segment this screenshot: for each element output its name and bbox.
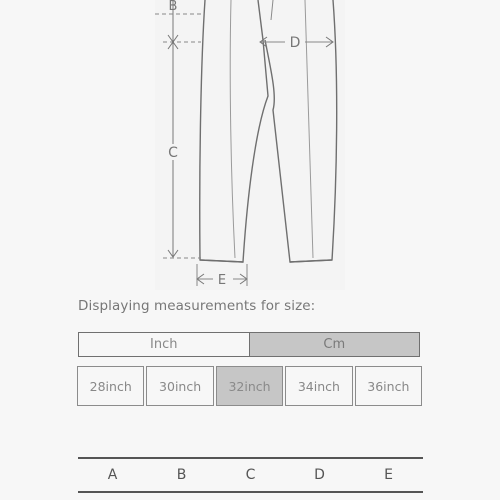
pants-sketch [155,0,345,290]
column-b: B [176,467,187,483]
size-30-button[interactable]: 30inch [146,366,213,406]
label-c: C [168,145,178,161]
left-leg-outline [200,0,268,262]
fly-line [271,0,273,20]
left-leg-crease [230,0,235,258]
size-28-button[interactable]: 28inch [77,366,144,406]
size-36-button[interactable]: 36inch [355,366,422,406]
size-caption: Displaying measurements for size: [78,298,316,314]
unit-toggle [78,332,420,357]
label-d: D [289,35,301,51]
unit-inch-button[interactable]: Inch [150,337,178,352]
column-a: A [107,467,118,483]
column-e: E [384,467,393,483]
column-d: D [314,467,325,483]
pants-measurement-diagram [155,0,345,290]
unit-cm-button[interactable]: Cm [249,333,420,356]
size-34-button[interactable]: 34inch [285,366,352,406]
size-32-button[interactable]: 32inch [216,366,283,406]
label-e: E [217,273,227,288]
label-b: B [168,0,178,14]
right-leg-crease [305,0,313,258]
measurement-table-header [78,457,423,493]
column-c: C [245,467,256,483]
size-selector [77,366,422,406]
